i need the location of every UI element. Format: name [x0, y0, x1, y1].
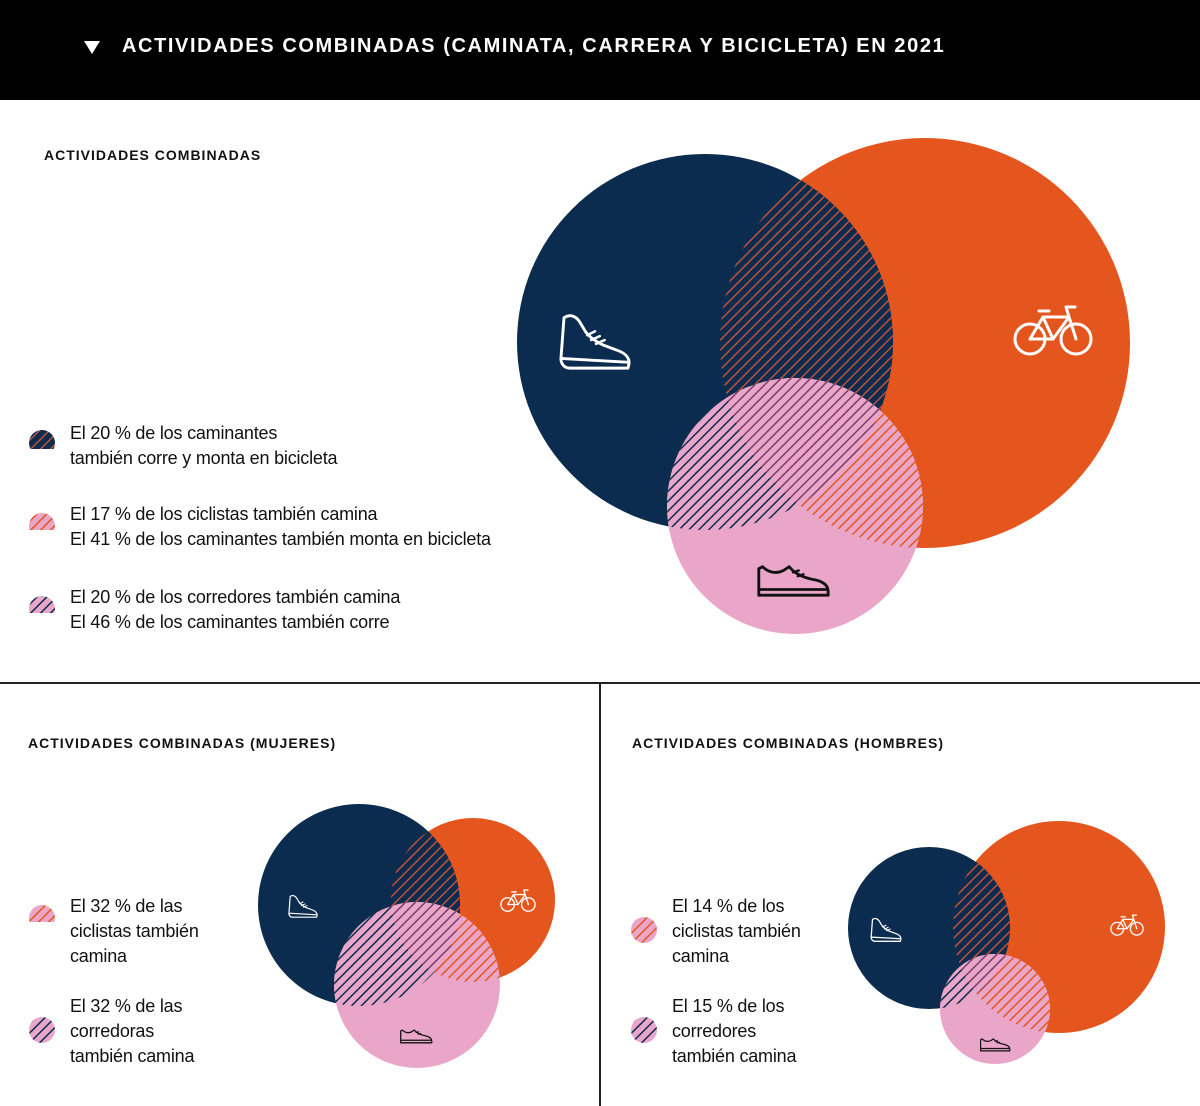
women-section-title: ACTIVIDADES COMBINADAS (MUJERES) [28, 735, 337, 751]
legend-swatch-dark [28, 421, 56, 449]
main-venn [517, 138, 1130, 634]
legend-line: El 20 % de los caminantes [70, 423, 278, 443]
legend-line: también corre y monta en bicicleta [70, 448, 338, 468]
legend-line: camina [672, 946, 729, 966]
legend-swatch-pink [630, 894, 658, 944]
main-legend-item [28, 502, 491, 552]
legend-swatch-purple [28, 994, 56, 1044]
legend-swatch-pink [28, 502, 56, 530]
legend-line: también camina [672, 1046, 797, 1066]
women-legend-item [28, 894, 199, 969]
legend-line: El 41 % de los caminantes también monta en bicicleta [70, 529, 491, 549]
legend-line: El 17 % de los ciclistas también camina [70, 504, 378, 524]
men-legend-item [630, 894, 801, 969]
legend-line: ciclistas también [70, 921, 199, 941]
page-title: ACTIVIDADES COMBINADAS (CAMINATA, CARRERA Y BICICLETA) EN 2021 [122, 35, 946, 57]
main-legend-item [28, 421, 337, 471]
men-section-title: ACTIVIDADES COMBINADAS (HOMBRES) [632, 735, 944, 751]
legend-line: El 14 % de los [672, 896, 785, 916]
men-venn [848, 821, 1165, 1064]
legend-line: también camina [70, 1046, 195, 1066]
women-venn [258, 804, 555, 1068]
legend-line: El 46 % de los caminantes también corre [70, 612, 390, 632]
legend-line: El 32 % de las [70, 896, 183, 916]
legend-swatch-purple [630, 994, 658, 1044]
legend-line: corredores [672, 1021, 757, 1041]
legend-swatch-pink [28, 894, 56, 922]
main-legend-item [28, 585, 400, 635]
legend-line: corredoras [70, 1021, 155, 1041]
main-section-title: ACTIVIDADES COMBINADAS [44, 147, 262, 163]
legend-line: camina [70, 946, 127, 966]
legend-line: El 15 % de los [672, 996, 785, 1016]
legend-line: ciclistas también [672, 921, 801, 941]
legend-line: El 32 % de las [70, 996, 183, 1016]
women-legend-item [28, 994, 194, 1069]
legend-line: El 20 % de los corredores también camina [70, 587, 401, 607]
legend-swatch-purple [28, 585, 56, 613]
men-legend-item [630, 994, 796, 1069]
